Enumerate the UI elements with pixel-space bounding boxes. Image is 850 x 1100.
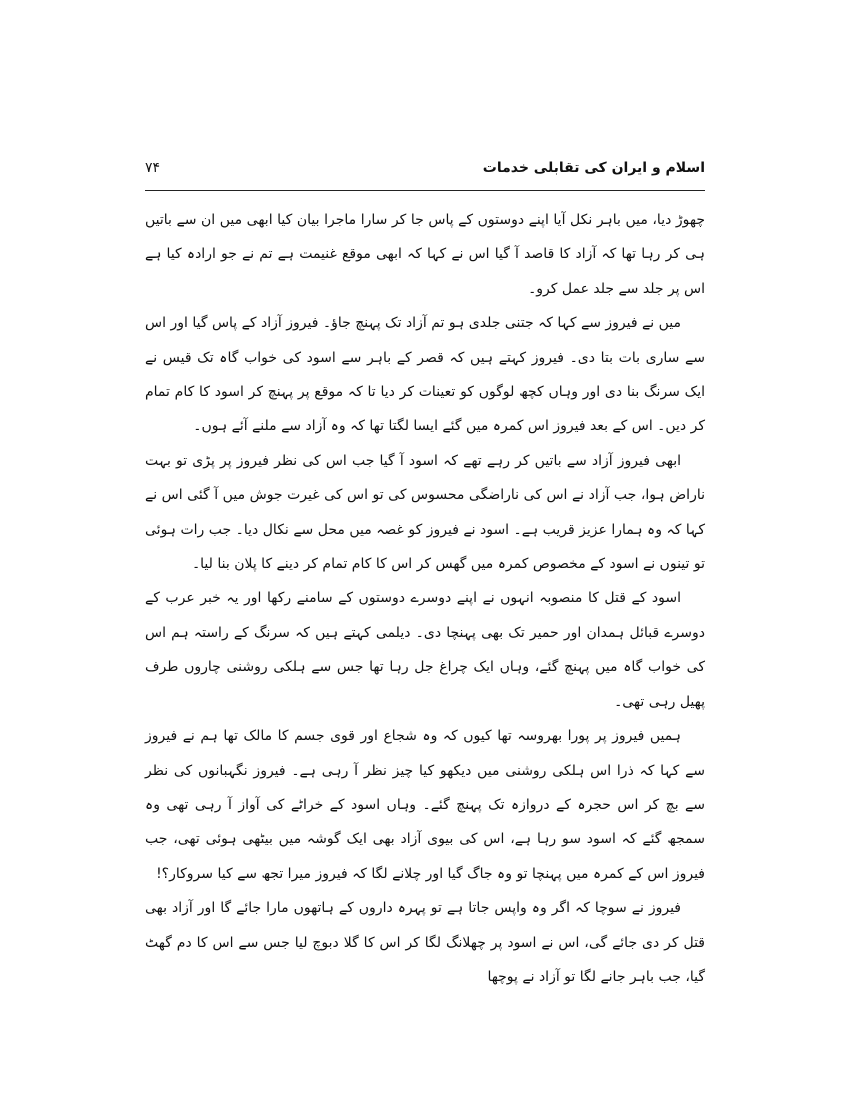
paragraph: فیروز نے سوچا کہ اگر وہ واپس جاتا ہے تو پہرہ داروں کے ہاتھوں مارا جائے گا اور آزاد بھی قتل کر دی جائے گی، اس نے اسود پر چھلانگ لگا کر اس کا گلا دبوچ لیا جس سے اس کا دم گھٹ گیا، جب باہر جانے لگا تو آزاد نے پوچھا	[145, 900, 705, 985]
paragraph: ہمیں فیروز پر پورا بھروسہ تھا کیوں کہ وہ شجاع اور قوی جسم کا مالک تھا ہم نے فیروز سے کہا کہ ذرا اس ہلکی روشنی میں دیکھو کیا چیز نظر آ رہی ہے۔ فیروز نگہبانوں کی نظر سے بچ کر اس حجرہ کے دروازہ تک پہنچ گئے۔ وہاں اسود کے خراٹے کی آواز آ رہی تھی وہ سمجھ گئے کہ اسود سو رہا ہے، اس کی بیوی آزاد بھی ایک گوشہ میں بیٹھی ہوئی تھی، جب فیروز اس کے کمرہ میں پہنچا تو وہ جاگ گیا اور چلانے لگا کہ فیروز میرا تجھ سے کیا سروکار؟!	[145, 728, 705, 882]
paragraph: میں نے فیروز سے کہا کہ جتنی جلدی ہو تم آزاد تک پہنچ جاؤ۔ فیروز آزاد کے پاس گیا اور اس سے ساری بات بتا دی۔ فیروز کہتے ہیں کہ قصر کے باہر سے اسود کی خواب گاہ تک قیس نے ایک سرنگ بنا دی اور وہاں کچھ لوگوں کو تعینات کر دیا تا کہ موقع پر پہنچ کر اسود کا کام تمام کر دیں۔ اس کے بعد فیروز اس کمرہ میں گئے ایسا لگتا تھا کہ وہ آزاد سے ملنے آئے ہوں۔	[145, 315, 705, 435]
paragraph: اسود کے قتل کا منصوبہ انہوں نے اپنے دوسرے دوستوں کے سامنے رکھا اور یہ خبر عرب کے دوسرے قبائل ہمدان اور حمیر تک بھی پہنچا دی۔ دیلمی کہتے ہیں کہ سرنگ کے راستہ ہم اس کی خواب گاہ میں پہنچ گئے، وہاں ایک چراغ جل رہا تھا جس سے ہلکی روشنی چاروں طرف پھیل رہی تھی۔	[145, 590, 705, 710]
header-divider	[145, 190, 705, 191]
running-title: اسلام و ایران کی تقابلی خدمات	[482, 160, 705, 176]
paragraph: چھوڑ دیا، میں باہر نکل آیا اپنے دوستوں کے پاس جا کر سارا ماجرا بیان کیا ابھی میں ان سے باتیں ہی کر رہا تھا کہ آزاد کا قاصد آ گیا اس نے کہا کہ ابھی موقع غنیمت ہے تم نے جو ارادہ کیا ہے اس پر جلد سے جلد عمل کرو۔	[145, 212, 705, 297]
paragraph: ابھی فیروز آزاد سے باتیں کر رہے تھے کہ اسود آ گیا جب اس کی نظر فیروز پر پڑی تو بہت ناراض ہوا، جب آزاد نے اس کی ناراضگی محسوس کی تو اس کی غیرت جوش میں آ گئی اس نے کہا کہ وہ ہمارا عزیز قریب ہے۔ اسود نے فیروز کو غصہ میں محل سے نکال دیا۔ جب رات ہوئی تو تینوں نے اسود کے مخصوص کمرہ میں گھس کر اس کا کام تمام کر دینے کا پلان بنا لیا۔	[145, 452, 705, 573]
page-number: ۷۴	[145, 160, 161, 176]
body-text	[145, 203, 705, 994]
page-header	[145, 158, 705, 186]
